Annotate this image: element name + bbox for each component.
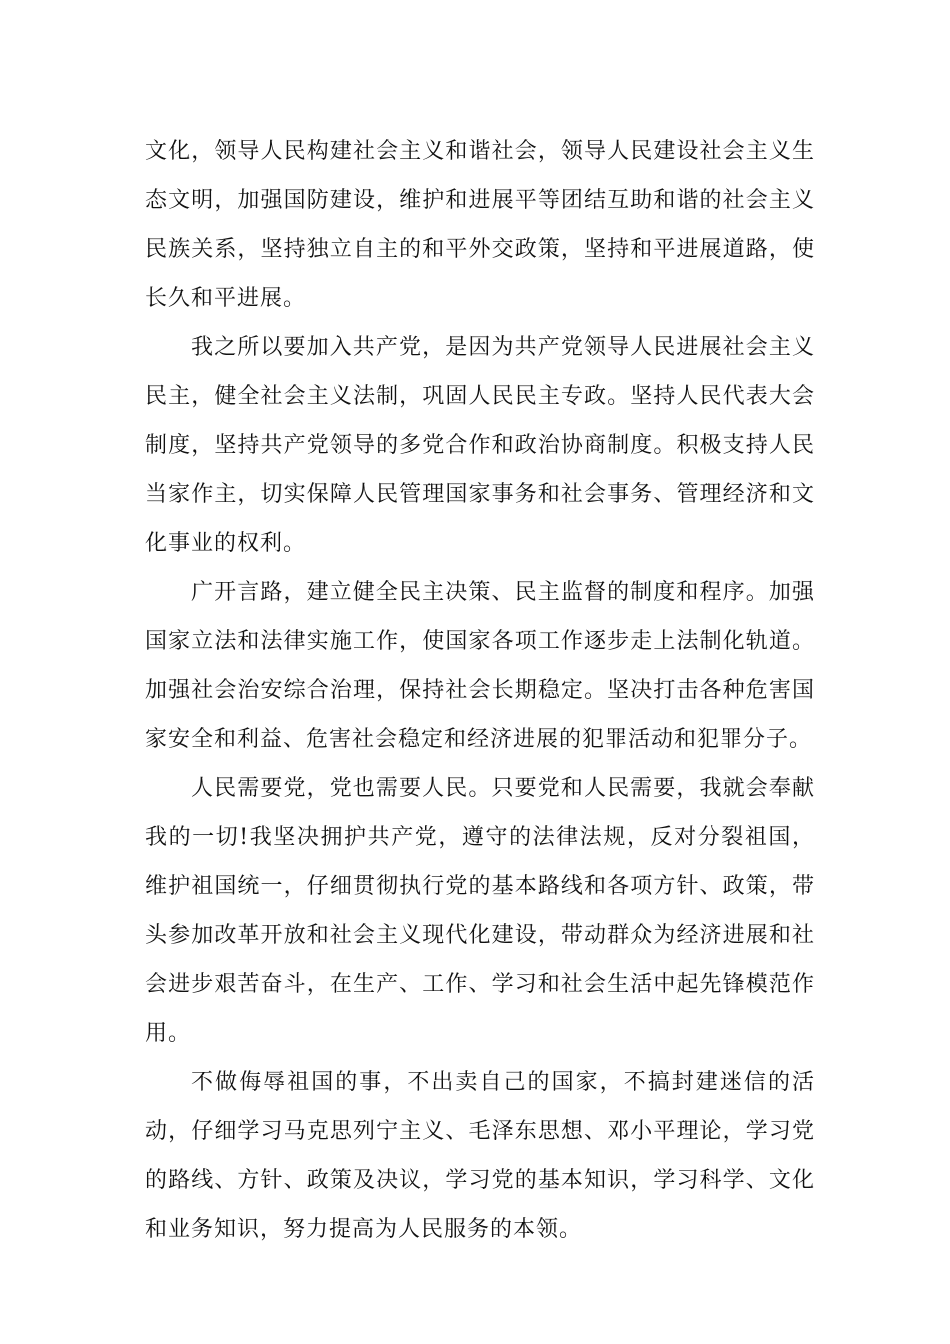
paragraph-1: 文化，领导人民构建社会主义和谐社会，领导人民建设社会主义生态文明，加强国防建设，维护和进展平等团结互助和谐的社会主义民族关系，坚持独立自主的和平外交政策，坚持和平进展道路，使长久和平进展。: [145, 139, 815, 311]
document-body: [145, 127, 815, 1254]
paragraph-2: 我之所以要加入共产党，是因为共产党领导人民进展社会主义民主，健全社会主义法制，巩固人民民主专政。坚持人民代表大会制度，坚持共产党领导的多党合作和政治协商制度。积极支持人民当家作主，切实保障人民管理国家事务和社会事务、管理经济和文化事业的权利。: [145, 335, 815, 556]
paragraph-3: 广开言路，建立健全民主决策、民主监督的制度和程序。加强国家立法和法律实施工作，使国家各项工作逐步走上法制化轨道。加强社会治安综合治理，保持社会长期稳定。坚决打击各种危害国家安全和利益、危害社会稳定和经济进展的犯罪活动和犯罪分子。: [145, 580, 815, 752]
paragraph-5: 不做侮辱祖国的事，不出卖自己的国家，不搞封建迷信的活动，仔细学习马克思列宁主义、毛泽东思想、邓小平理论，学习党的路线、方针、政策及决议，学习党的基本知识，学习科学、文化和业务知识，努力提高为人民服务的本领。: [145, 1070, 815, 1242]
paragraph-4: 人民需要党，党也需要人民。只要党和人民需要，我就会奉献我的一切!我坚决拥护共产党，遵守的法律法规，反对分裂祖国，维护祖国统一，仔细贯彻执行党的基本路线和各项方针、政策，带头参加改革开放和社会主义现代化建设，带动群众为经济进展和社会进步艰苦奋斗，在生产、工作、学习和社会生活中起先锋模范作用。: [145, 776, 815, 1046]
